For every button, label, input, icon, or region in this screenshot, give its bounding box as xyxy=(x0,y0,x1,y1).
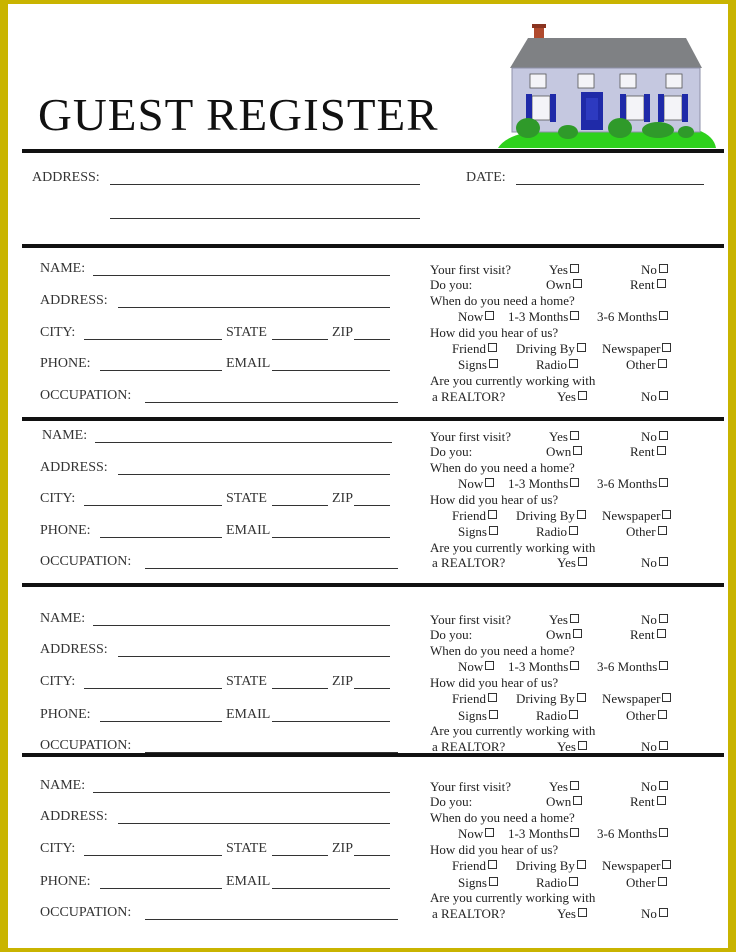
occupation-label: OCCUPATION: xyxy=(40,554,132,569)
checkbox-icon[interactable] xyxy=(488,860,497,869)
city-label: CITY: xyxy=(40,491,76,506)
checkbox-icon[interactable] xyxy=(577,510,586,519)
radio-text: Radio xyxy=(536,524,568,539)
phone-line[interactable] xyxy=(100,370,222,371)
zip-label: ZIP xyxy=(332,491,353,506)
checkbox-icon[interactable] xyxy=(570,781,579,790)
name-line[interactable] xyxy=(93,625,390,626)
yes-text: Yes xyxy=(557,739,576,754)
realtor-question-line2: a REALTOR? xyxy=(432,906,506,921)
radio-option[interactable] xyxy=(536,875,578,891)
checkbox-icon[interactable] xyxy=(659,741,668,750)
name-label: NAME: xyxy=(42,428,88,443)
city-label: CITY: xyxy=(40,674,76,689)
newspaper-option[interactable] xyxy=(602,341,671,357)
house-illustration xyxy=(488,20,718,150)
guest-entry xyxy=(8,606,728,776)
yes-text: Yes xyxy=(549,429,568,444)
address-label: ADDRESS: xyxy=(40,460,108,475)
months-1-3-text: 1-3 Months xyxy=(508,476,569,491)
signs-option[interactable] xyxy=(458,357,498,373)
months-3-6-text: 3-6 Months xyxy=(597,476,658,491)
state-line[interactable] xyxy=(272,505,328,506)
checkbox-icon[interactable] xyxy=(659,431,668,440)
checkbox-icon[interactable] xyxy=(659,557,668,566)
header-address-label: ADDRESS: xyxy=(32,170,100,185)
checkbox-icon[interactable] xyxy=(659,908,668,917)
now-text: Now xyxy=(458,309,484,324)
months-1-3-text: 1-3 Months xyxy=(508,659,569,674)
signs-text: Signs xyxy=(458,708,487,723)
months-3-6-text: 3-6 Months xyxy=(597,826,658,841)
hear-question: How did you hear of us? xyxy=(430,492,559,507)
hear-question: How did you hear of us? xyxy=(430,325,559,340)
first-visit-question: Your first visit? xyxy=(430,262,512,277)
first-visit-yes[interactable] xyxy=(549,779,579,795)
name-label: NAME: xyxy=(40,261,86,276)
months-3-6-option[interactable] xyxy=(597,659,668,675)
no-text: No xyxy=(641,739,657,754)
state-label: STATE xyxy=(226,841,267,856)
page-title: GUEST REGISTER xyxy=(38,89,439,140)
no-text: No xyxy=(641,612,657,627)
checkbox-icon[interactable] xyxy=(659,478,668,487)
rent-option[interactable] xyxy=(630,277,666,293)
city-line[interactable] xyxy=(84,339,222,340)
city-line[interactable] xyxy=(84,855,222,856)
realtor-no[interactable] xyxy=(641,739,668,755)
checkbox-icon[interactable] xyxy=(570,828,579,837)
now-option[interactable] xyxy=(458,826,494,842)
first-visit-question: Your first visit? xyxy=(430,779,512,794)
city-label: CITY: xyxy=(40,841,76,856)
driving-by-option[interactable] xyxy=(516,691,586,707)
header-date-label: DATE: xyxy=(466,170,506,185)
checkbox-icon[interactable] xyxy=(573,279,582,288)
address-line[interactable] xyxy=(118,823,390,824)
email-label: EMAIL xyxy=(226,523,271,538)
header-address-line-2[interactable] xyxy=(110,218,420,219)
months-3-6-option[interactable] xyxy=(597,309,668,325)
occupation-line[interactable] xyxy=(145,568,398,569)
header-address-line-1[interactable] xyxy=(110,184,420,185)
checkbox-icon[interactable] xyxy=(577,343,586,352)
checkbox-icon[interactable] xyxy=(573,796,582,805)
rent-option[interactable] xyxy=(630,444,666,460)
occupation-label: OCCUPATION: xyxy=(40,738,132,753)
signs-text: Signs xyxy=(458,875,487,890)
checkbox-icon[interactable] xyxy=(488,343,497,352)
checkbox-icon[interactable] xyxy=(662,343,671,352)
signs-option[interactable] xyxy=(458,524,498,540)
first-visit-no[interactable] xyxy=(641,779,668,795)
friend-text: Friend xyxy=(452,858,486,873)
months-1-3-option[interactable] xyxy=(508,309,579,325)
checkbox-icon[interactable] xyxy=(570,264,579,273)
email-label: EMAIL xyxy=(226,874,271,889)
when-question: When do you need a home? xyxy=(430,643,575,658)
other-option[interactable] xyxy=(626,875,667,891)
realtor-question-line2: a REALTOR? xyxy=(432,555,506,570)
email-line[interactable] xyxy=(272,537,390,538)
months-3-6-text: 3-6 Months xyxy=(597,659,658,674)
checkbox-icon[interactable] xyxy=(578,557,587,566)
first-visit-yes[interactable] xyxy=(549,429,579,445)
other-text: Other xyxy=(626,875,656,890)
radio-text: Radio xyxy=(536,875,568,890)
state-label: STATE xyxy=(226,674,267,689)
checkbox-icon[interactable] xyxy=(570,311,579,320)
own-option[interactable] xyxy=(546,627,582,643)
realtor-yes[interactable] xyxy=(557,555,587,571)
no-text: No xyxy=(641,389,657,404)
zip-label: ZIP xyxy=(332,674,353,689)
checkbox-icon[interactable] xyxy=(489,359,498,368)
zip-line[interactable] xyxy=(354,505,390,506)
checkbox-icon[interactable] xyxy=(658,526,667,535)
checkbox-icon[interactable] xyxy=(570,478,579,487)
checkbox-icon[interactable] xyxy=(657,446,666,455)
email-label: EMAIL xyxy=(226,356,271,371)
newspaper-text: Newspaper xyxy=(602,858,661,873)
city-line[interactable] xyxy=(84,505,222,506)
months-3-6-option[interactable] xyxy=(597,476,668,492)
checkbox-icon[interactable] xyxy=(658,710,667,719)
friend-text: Friend xyxy=(452,341,486,356)
first-visit-yes[interactable] xyxy=(549,262,579,278)
when-question: When do you need a home? xyxy=(430,460,575,475)
checkbox-icon[interactable] xyxy=(485,478,494,487)
first-visit-no[interactable] xyxy=(641,429,668,445)
guest-entry xyxy=(8,773,728,943)
header-divider xyxy=(22,149,724,153)
now-option[interactable] xyxy=(458,659,494,675)
radio-text: Radio xyxy=(536,357,568,372)
realtor-question-line2: a REALTOR? xyxy=(432,739,506,754)
signs-text: Signs xyxy=(458,524,487,539)
newspaper-text: Newspaper xyxy=(602,691,661,706)
checkbox-icon[interactable] xyxy=(578,908,587,917)
city-line[interactable] xyxy=(84,688,222,689)
months-1-3-option[interactable] xyxy=(508,659,579,675)
months-3-6-option[interactable] xyxy=(597,826,668,842)
realtor-no[interactable] xyxy=(641,555,668,571)
when-question: When do you need a home? xyxy=(430,293,575,308)
checkbox-icon[interactable] xyxy=(569,710,578,719)
name-label: NAME: xyxy=(40,778,86,793)
realtor-question-line1: Are you currently working with xyxy=(430,723,596,738)
when-question: When do you need a home? xyxy=(430,810,575,825)
checkbox-icon[interactable] xyxy=(569,359,578,368)
months-1-3-option[interactable] xyxy=(508,476,579,492)
rent-option[interactable] xyxy=(630,794,666,810)
checkbox-icon[interactable] xyxy=(658,359,667,368)
other-option[interactable] xyxy=(626,708,667,724)
own-text: Own xyxy=(546,277,572,292)
months-1-3-option[interactable] xyxy=(508,826,579,842)
email-line[interactable] xyxy=(272,721,390,722)
form-page xyxy=(8,4,728,948)
rent-text: Rent xyxy=(630,627,655,642)
state-line[interactable] xyxy=(272,688,328,689)
first-visit-no[interactable] xyxy=(641,262,668,278)
checkbox-icon[interactable] xyxy=(578,741,587,750)
phone-line[interactable] xyxy=(100,888,222,889)
radio-text: Radio xyxy=(536,708,568,723)
zip-line[interactable] xyxy=(354,855,390,856)
months-1-3-text: 1-3 Months xyxy=(508,826,569,841)
newspaper-option[interactable] xyxy=(602,508,671,524)
signs-option[interactable] xyxy=(458,708,498,724)
driving-by-option[interactable] xyxy=(516,508,586,524)
checkbox-icon[interactable] xyxy=(489,877,498,886)
address-line[interactable] xyxy=(118,307,390,308)
realtor-yes[interactable] xyxy=(557,739,587,755)
radio-option[interactable] xyxy=(536,524,578,540)
yes-text: Yes xyxy=(557,906,576,921)
yes-text: Yes xyxy=(557,555,576,570)
checkbox-icon[interactable] xyxy=(569,877,578,886)
checkbox-icon[interactable] xyxy=(488,693,497,702)
realtor-question-line2: a REALTOR? xyxy=(432,389,506,404)
friend-option[interactable] xyxy=(452,858,497,874)
signs-option[interactable] xyxy=(458,875,498,891)
address-label: ADDRESS: xyxy=(40,293,108,308)
checkbox-icon[interactable] xyxy=(569,526,578,535)
state-label: STATE xyxy=(226,491,267,506)
checkbox-icon[interactable] xyxy=(659,311,668,320)
realtor-no[interactable] xyxy=(641,906,668,922)
occupation-line[interactable] xyxy=(145,402,398,403)
phone-label: PHONE: xyxy=(40,707,91,722)
state-label: STATE xyxy=(226,325,267,340)
checkbox-icon[interactable] xyxy=(489,526,498,535)
checkbox-icon[interactable] xyxy=(657,279,666,288)
yes-text: Yes xyxy=(557,389,576,404)
checkbox-icon[interactable] xyxy=(659,264,668,273)
hear-question: How did you hear of us? xyxy=(430,675,559,690)
checkbox-icon[interactable] xyxy=(577,860,586,869)
city-label: CITY: xyxy=(40,325,76,340)
own-option[interactable] xyxy=(546,277,582,293)
checkbox-icon[interactable] xyxy=(657,796,666,805)
name-label: NAME: xyxy=(40,611,86,626)
email-line[interactable] xyxy=(272,888,390,889)
phone-line[interactable] xyxy=(100,721,222,722)
driving-by-text: Driving By xyxy=(516,508,575,523)
checkbox-icon[interactable] xyxy=(659,828,668,837)
checkbox-icon[interactable] xyxy=(485,311,494,320)
guest-entry xyxy=(8,423,728,593)
checkbox-icon[interactable] xyxy=(662,510,671,519)
driving-by-text: Driving By xyxy=(516,858,575,873)
friend-text: Friend xyxy=(452,691,486,706)
name-line[interactable] xyxy=(93,792,390,793)
radio-option[interactable] xyxy=(536,708,578,724)
yes-text: Yes xyxy=(549,612,568,627)
email-label: EMAIL xyxy=(226,707,271,722)
checkbox-icon[interactable] xyxy=(570,661,579,670)
driving-by-option[interactable] xyxy=(516,341,586,357)
friend-option[interactable] xyxy=(452,691,497,707)
checkbox-icon[interactable] xyxy=(662,860,671,869)
state-line[interactable] xyxy=(272,855,328,856)
checkbox-icon[interactable] xyxy=(488,510,497,519)
months-3-6-text: 3-6 Months xyxy=(597,309,658,324)
no-text: No xyxy=(641,555,657,570)
address-label: ADDRESS: xyxy=(40,642,108,657)
phone-label: PHONE: xyxy=(40,523,91,538)
name-line[interactable] xyxy=(93,275,390,276)
occupation-line[interactable] xyxy=(145,919,398,920)
address-line[interactable] xyxy=(118,656,390,657)
checkbox-icon[interactable] xyxy=(577,693,586,702)
no-text: No xyxy=(641,906,657,921)
first-visit-question: Your first visit? xyxy=(430,429,512,444)
phone-line[interactable] xyxy=(100,537,222,538)
checkbox-icon[interactable] xyxy=(485,661,494,670)
other-text: Other xyxy=(626,708,656,723)
realtor-question-line1: Are you currently working with xyxy=(430,373,596,388)
no-text: No xyxy=(641,429,657,444)
realtor-question-line1: Are you currently working with xyxy=(430,890,596,905)
checkbox-icon[interactable] xyxy=(659,661,668,670)
zip-label: ZIP xyxy=(332,841,353,856)
friend-option[interactable] xyxy=(452,508,497,524)
checkbox-icon[interactable] xyxy=(578,391,587,400)
address-line[interactable] xyxy=(118,474,390,475)
other-option[interactable] xyxy=(626,357,667,373)
checkbox-icon[interactable] xyxy=(573,446,582,455)
realtor-yes[interactable] xyxy=(557,906,587,922)
realtor-yes[interactable] xyxy=(557,389,587,405)
occupation-label: OCCUPATION: xyxy=(40,905,132,920)
do-you-question: Do you: xyxy=(430,794,473,809)
rent-text: Rent xyxy=(630,277,655,292)
phone-label: PHONE: xyxy=(40,356,91,371)
other-text: Other xyxy=(626,524,656,539)
section-divider xyxy=(22,244,724,248)
friend-option[interactable] xyxy=(452,341,497,357)
newspaper-option[interactable] xyxy=(602,691,671,707)
address-label: ADDRESS: xyxy=(40,809,108,824)
other-option[interactable] xyxy=(626,524,667,540)
now-text: Now xyxy=(458,659,484,674)
state-line[interactable] xyxy=(272,339,328,340)
own-text: Own xyxy=(546,627,572,642)
zip-label: ZIP xyxy=(332,325,353,340)
own-option[interactable] xyxy=(546,444,582,460)
checkbox-icon[interactable] xyxy=(489,710,498,719)
realtor-question-line1: Are you currently working with xyxy=(430,540,596,555)
radio-option[interactable] xyxy=(536,357,578,373)
yes-text: Yes xyxy=(549,779,568,794)
name-line[interactable] xyxy=(95,442,392,443)
checkbox-icon[interactable] xyxy=(659,781,668,790)
own-text: Own xyxy=(546,794,572,809)
email-line[interactable] xyxy=(272,370,390,371)
other-text: Other xyxy=(626,357,656,372)
first-visit-yes[interactable] xyxy=(549,612,579,628)
zip-line[interactable] xyxy=(354,688,390,689)
newspaper-option[interactable] xyxy=(602,858,671,874)
first-visit-question: Your first visit? xyxy=(430,612,512,627)
no-text: No xyxy=(641,779,657,794)
checkbox-icon[interactable] xyxy=(573,629,582,638)
no-text: No xyxy=(641,262,657,277)
hear-question: How did you hear of us? xyxy=(430,842,559,857)
occupation-line[interactable] xyxy=(145,752,398,753)
newspaper-text: Newspaper xyxy=(602,341,661,356)
guest-entry xyxy=(8,256,728,426)
checkbox-icon[interactable] xyxy=(485,828,494,837)
now-option[interactable] xyxy=(458,309,494,325)
do-you-question: Do you: xyxy=(430,277,473,292)
checkbox-icon[interactable] xyxy=(570,614,579,623)
own-text: Own xyxy=(546,444,572,459)
now-text: Now xyxy=(458,476,484,491)
rent-option[interactable] xyxy=(630,627,666,643)
now-option[interactable] xyxy=(458,476,494,492)
phone-label: PHONE: xyxy=(40,874,91,889)
driving-by-option[interactable] xyxy=(516,858,586,874)
newspaper-text: Newspaper xyxy=(602,508,661,523)
driving-by-text: Driving By xyxy=(516,341,575,356)
signs-text: Signs xyxy=(458,357,487,372)
checkbox-icon[interactable] xyxy=(657,629,666,638)
checkbox-icon[interactable] xyxy=(658,877,667,886)
own-option[interactable] xyxy=(546,794,582,810)
first-visit-no[interactable] xyxy=(641,612,668,628)
do-you-question: Do you: xyxy=(430,444,473,459)
friend-text: Friend xyxy=(452,508,486,523)
header-date-line[interactable] xyxy=(516,184,704,185)
rent-text: Rent xyxy=(630,794,655,809)
rent-text: Rent xyxy=(630,444,655,459)
do-you-question: Do you: xyxy=(430,627,473,642)
checkbox-icon[interactable] xyxy=(662,693,671,702)
yes-text: Yes xyxy=(549,262,568,277)
now-text: Now xyxy=(458,826,484,841)
occupation-label: OCCUPATION: xyxy=(40,388,132,403)
checkbox-icon[interactable] xyxy=(570,431,579,440)
months-1-3-text: 1-3 Months xyxy=(508,309,569,324)
driving-by-text: Driving By xyxy=(516,691,575,706)
checkbox-icon[interactable] xyxy=(659,614,668,623)
zip-line[interactable] xyxy=(354,339,390,340)
realtor-no[interactable] xyxy=(641,389,668,405)
checkbox-icon[interactable] xyxy=(659,391,668,400)
